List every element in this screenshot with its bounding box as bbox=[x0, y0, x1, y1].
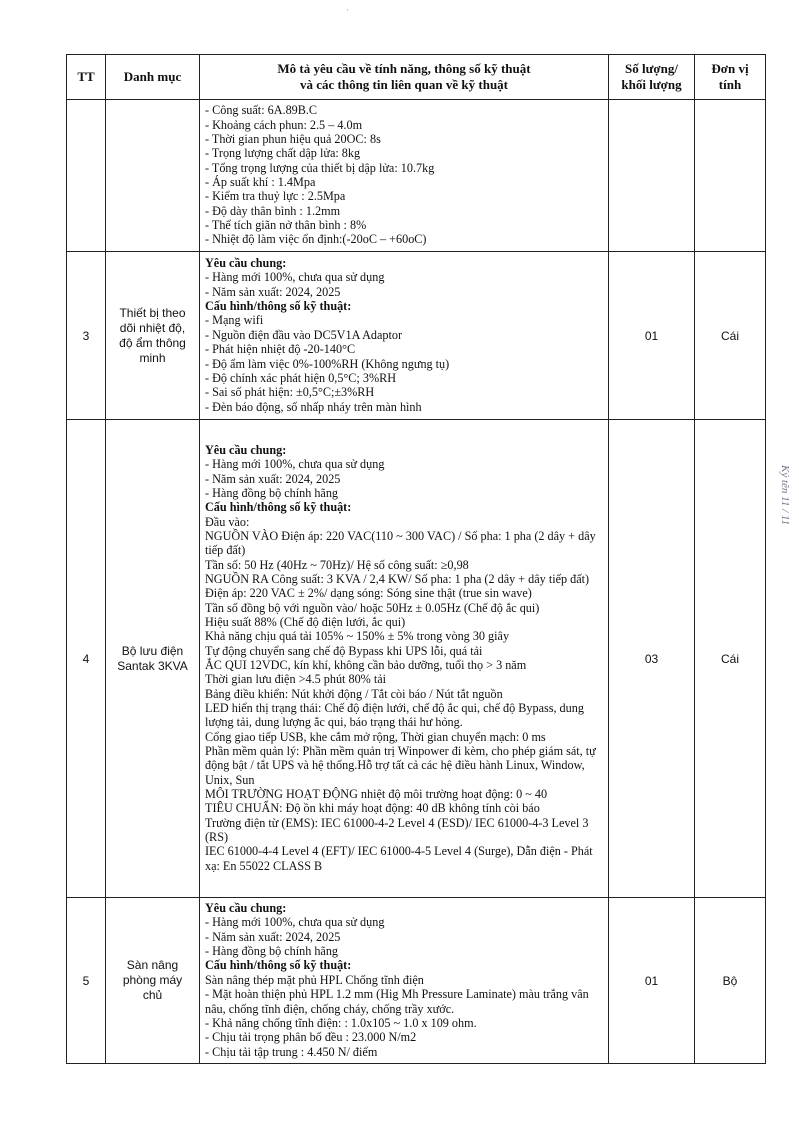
table-row bbox=[67, 252, 766, 420]
spec-line: - Sai số phát hiện: ±0,5°C;±3%RH bbox=[205, 385, 375, 400]
spec-line: - Hàng mới 100%, chưa qua sử dụng bbox=[205, 915, 385, 930]
spec-line: Sàn nâng thép mặt phủ HPL Chống tĩnh điện bbox=[205, 972, 424, 987]
cell-danh-muc: Sàn nâng phòng máy chủ bbox=[106, 898, 200, 1064]
table-row bbox=[67, 420, 766, 898]
spec-line: Tần số: 50 Hz (40Hz ~ 70Hz)/ Hệ số công suất: ≥0,98 bbox=[205, 557, 469, 572]
spec-line: - Hàng mới 100%, chưa qua sử dụng bbox=[205, 457, 385, 472]
spec-line: - Chịu tải tập trung : 4.450 N/ điểm bbox=[205, 1044, 378, 1059]
spec-line: - Tổng trọng lượng của thiết bị dập lửa: 10.7kg bbox=[205, 160, 435, 175]
cell-mo-ta bbox=[200, 898, 609, 1064]
spec-line: - Chịu tải trọng phân bố đều : 23.000 N/m2 bbox=[205, 1030, 417, 1045]
spec-line: - Thời gian phun hiệu quả 20OC: 8s bbox=[205, 131, 381, 146]
spec-line: - Phát hiện nhiệt độ -20-140°C bbox=[205, 342, 356, 357]
table-row bbox=[67, 100, 766, 252]
spec-line: - Độ chính xác phát hiện 0,5°C; 3%RH bbox=[205, 370, 397, 385]
spec-line: - Năm sản xuất: 2024, 2025 bbox=[205, 929, 341, 944]
table-header-row bbox=[67, 55, 766, 100]
spec-line: Đầu vào: bbox=[205, 514, 250, 529]
spec-line: Yêu cầu chung: bbox=[205, 901, 287, 916]
spec-line: Tần số đồng bộ với nguồn vào/ hoặc 50Hz ± 0.05Hz (Chế độ ắc qui) bbox=[205, 600, 540, 615]
cell-tt: 5 bbox=[67, 898, 106, 1064]
cell-so-luong: 01 bbox=[609, 252, 695, 420]
cell-don-vi: Bộ bbox=[695, 898, 766, 1064]
spec-line: - Độ dày thân bình : 1.2mm bbox=[205, 203, 341, 218]
header-mo-ta: Mô tả yêu cầu về tính năng, thông số kỹ thuật và các thông tin liên quan về kỹ thuật bbox=[200, 55, 609, 100]
cell-mo-ta bbox=[200, 420, 609, 898]
spec-line: - Kiểm tra thuỷ lực : 2.5Mpa bbox=[205, 189, 346, 204]
cell-tt: 4 bbox=[67, 420, 106, 898]
header-danh-muc: Danh mục bbox=[106, 55, 200, 100]
spec-line: - Độ ẩm làm việc 0%-100%RH (Không ngưng tụ) bbox=[205, 356, 450, 371]
spec-line: ẮC QUI 12VDC, kín khí, không cần bảo dưỡng, tuổi thọ > 3 năm bbox=[205, 658, 527, 672]
cell-tt bbox=[67, 100, 106, 252]
spec-line: - Hàng đồng bộ chính hãng bbox=[205, 485, 339, 500]
cell-mo-ta bbox=[200, 252, 609, 420]
header-don-vi: Đơn vị tính bbox=[695, 55, 766, 100]
spec-line: Trường điện từ (EMS): IEC 61000-4-2 Level 4 (ESD)/ IEC 61000-4-3 Level 3 (RS) bbox=[205, 815, 589, 845]
spec-line: Thời gian lưu điện >4.5 phút 80% tải bbox=[205, 672, 387, 687]
scan-speck: · bbox=[346, 5, 349, 15]
spec-line: NGUỒN VÀO Điện áp: 220 VAC(110 ~ 300 VAC) / Số pha: 1 pha (2 dây + dây tiếp đất) bbox=[205, 528, 596, 558]
cell-danh-muc bbox=[106, 100, 200, 252]
spec-line: - Hàng mới 100%, chưa qua sử dụng bbox=[205, 270, 385, 285]
cell-don-vi: Cái bbox=[695, 252, 766, 420]
spec-line: Hiệu suất 88% (Chế độ điện lưới, ắc qui) bbox=[205, 614, 406, 629]
spec-line: Cấu hình/thông số kỹ thuật: bbox=[205, 299, 352, 314]
spec-line: Tự động chuyển sang chế độ Bypass khi UPS lỗi, quá tải bbox=[205, 643, 483, 658]
cell-don-vi: Cái bbox=[695, 420, 766, 898]
spec-line: Cấu hình/thông số kỹ thuật: bbox=[205, 500, 352, 515]
spec-line: Yêu cầu chung: bbox=[205, 256, 287, 271]
spec-line: Bảng điều khiển: Nút khởi động / Tắt còi báo / Nút tắt nguồn bbox=[205, 686, 503, 701]
spec-line: Yêu cầu chung: bbox=[205, 442, 287, 457]
spec-line: Cấu hình/thông số kỹ thuật: bbox=[205, 958, 352, 973]
cell-danh-muc: Bộ lưu điện Santak 3KVA bbox=[106, 420, 200, 898]
spec-line: - Trọng lượng chất dập lửa: 8kg bbox=[205, 146, 361, 161]
table-row bbox=[67, 898, 766, 1064]
spec-line: - Năm sản xuất: 2024, 2025 bbox=[205, 284, 341, 299]
spec-line: - Hàng đồng bộ chính hãng bbox=[205, 944, 339, 959]
header-so-luong: Số lượng/ khối lượng bbox=[609, 55, 695, 100]
margin-handwritten-note: Ký tên 11 / 11 bbox=[779, 465, 791, 526]
spec-line: - Nguồn điện đầu vào DC5V1A Adaptor bbox=[205, 327, 403, 342]
cell-tt: 3 bbox=[67, 252, 106, 420]
spec-line: Phần mềm quản lý: Phần mềm quản trị Winpower đi kèm, cho phép giám sát, tự động bật / tắt UPS và hệ thống.Hỗ trợ tất cả các hệ điều hành Linux, Window, Unix, Sun bbox=[205, 744, 596, 787]
spec-line: Điện áp: 220 VAC ± 2%/ dạng sóng: Sóng sine thật (true sin wave) bbox=[205, 586, 532, 601]
spec-line: Khả năng chịu quá tải 105% ~ 150% ± 5% trong vòng 30 giây bbox=[205, 629, 510, 644]
spec-line: - Mạng wifi bbox=[205, 313, 264, 328]
spec-line: TIÊU CHUẨN: Độ ồn khi máy hoạt động: 40 dB không tính còi báo bbox=[205, 801, 540, 816]
spec-line: - Thể tích giãn nở thân bình : 8% bbox=[205, 218, 367, 233]
spec-line: LED hiển thị trạng thái: Chế độ điện lưới, chế độ ắc qui, chế độ Bypass, dung lượng tải, dung lượng ắc qui, báo trạng thái hư hỏng. bbox=[205, 701, 584, 730]
spec-line: - Mặt hoàn thiện phủ HPL 1.2 mm (Hig Mh Pressure Laminate) màu trắng vân nâu, chống tĩnh điện, chống cháy, chống trầy xước. bbox=[205, 987, 589, 1016]
spec-line: - Khả năng chống tĩnh điện: : 1.0x105 ~ 1.0 x 109 ohm. bbox=[205, 1015, 477, 1030]
spec-line: IEC 61000-4-4 Level 4 (EFT)/ IEC 61000-4-5 Level 4 (Surge), Dẫn điện - Phát xạ: En 55022 CLASS B bbox=[205, 844, 593, 873]
spec-table bbox=[66, 54, 766, 1064]
spec-line: - Nhiệt độ làm việc ổn định:(-20oC – +60oC) bbox=[205, 232, 427, 247]
spec-line: - Công suất: 6A.89B.C bbox=[205, 103, 318, 118]
cell-don-vi bbox=[695, 100, 766, 252]
spec-line: - Áp suất khí : 1.4Mpa bbox=[205, 175, 316, 189]
spec-line: NGUỒN RA Công suất: 3 KVA / 2,4 KW/ Số pha: 1 pha (2 dây + dây tiếp đất) bbox=[205, 571, 590, 586]
cell-so-luong: 01 bbox=[609, 898, 695, 1064]
cell-so-luong: 03 bbox=[609, 420, 695, 898]
spec-line: Cổng giao tiếp USB, khe cắm mở rộng, Thời gian chuyển mạch: 0 ms bbox=[205, 729, 546, 744]
cell-so-luong bbox=[609, 100, 695, 252]
spec-line: MÔI TRƯỜNG HOẠT ĐỘNG nhiệt độ môi trường hoạt động: 0 ~ 40 bbox=[205, 787, 548, 802]
cell-mo-ta bbox=[200, 100, 609, 252]
cell-danh-muc: Thiết bị theo dõi nhiệt độ, độ ẩm thông minh bbox=[106, 252, 200, 420]
spec-line: - Khoảng cách phun: 2.5 – 4.0m bbox=[205, 117, 363, 132]
header-tt: TT bbox=[67, 55, 106, 100]
spec-line: - Năm sản xuất: 2024, 2025 bbox=[205, 471, 341, 486]
spec-line: - Đèn báo động, số nhấp nháy trên màn hình bbox=[205, 399, 422, 414]
